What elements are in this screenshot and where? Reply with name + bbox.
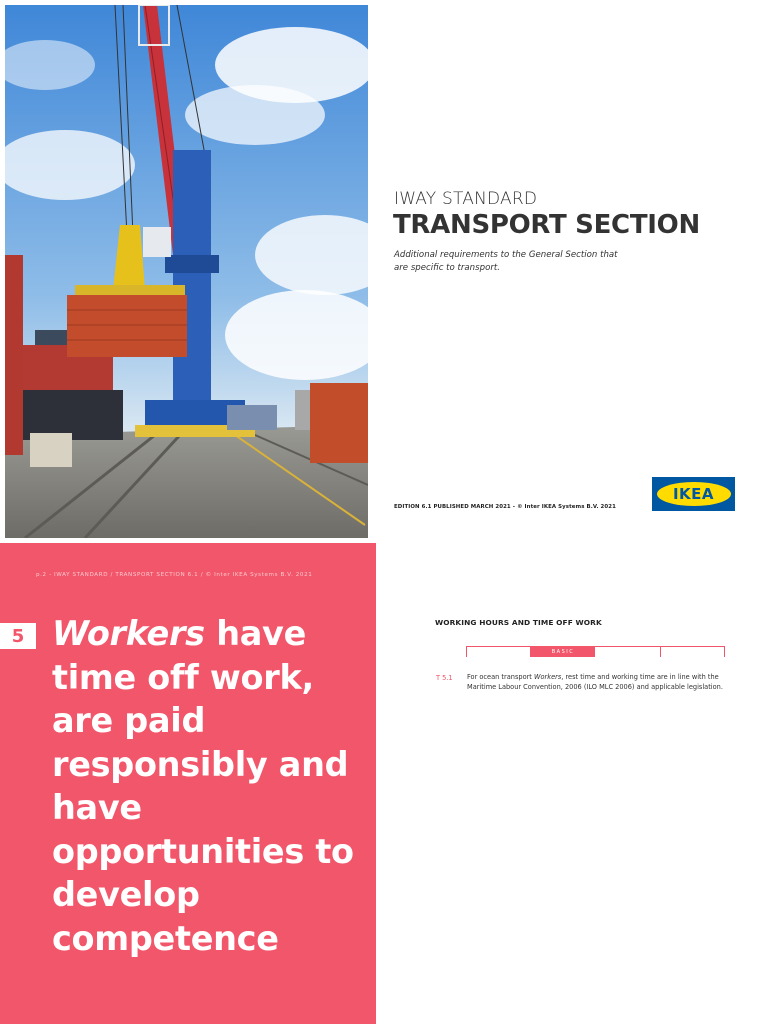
- level-tick: [660, 647, 661, 657]
- requirement-text-emphasis: Workers: [534, 673, 562, 681]
- cover-photo: [5, 5, 368, 538]
- port-crane-container-photo: [5, 5, 368, 538]
- headline-rest: have time off work, are paid responsibly and have opportunities to develop competence: [52, 614, 354, 958]
- ikea-logo-oval: IKEA: [657, 482, 731, 506]
- level-basic-label: BASIC: [531, 647, 595, 657]
- section-title: WORKING HOURS AND TIME OFF WORK: [435, 618, 602, 627]
- requirement-text-post: , rest time and working time are in line with the Maritime Labour Convention, 2006 (ILO MLC 2006) and applicable legislation.: [467, 673, 723, 691]
- level-tick: [724, 647, 725, 657]
- cover-subtitle: Additional requirements to the General Section that are specific to transport.: [394, 250, 618, 273]
- running-head: p.2 - IWAY STANDARD / TRANSPORT SECTION 6.1 / © Inter IKEA Systems B.V. 2021: [36, 572, 313, 578]
- requirement-text-pre: For ocean transport: [467, 673, 534, 681]
- chapter-number-badge: 5: [0, 623, 36, 649]
- cover-title: TRANSPORT SECTION: [393, 210, 700, 240]
- edition-line: EDITION 6.1 PUBLISHED MARCH 2021 - © Inter IKEA Systems B.V. 2021: [394, 504, 616, 510]
- requirement-text: [467, 673, 729, 692]
- level-bar: [466, 646, 725, 657]
- requirement-id: T 5.1: [436, 674, 453, 682]
- ikea-logo: [652, 477, 735, 511]
- headline-emphasis: Workers: [52, 614, 205, 653]
- cover-kicker: IWAY STANDARD: [394, 189, 538, 209]
- level-tick: [466, 647, 467, 657]
- chapter-headline: [52, 612, 372, 960]
